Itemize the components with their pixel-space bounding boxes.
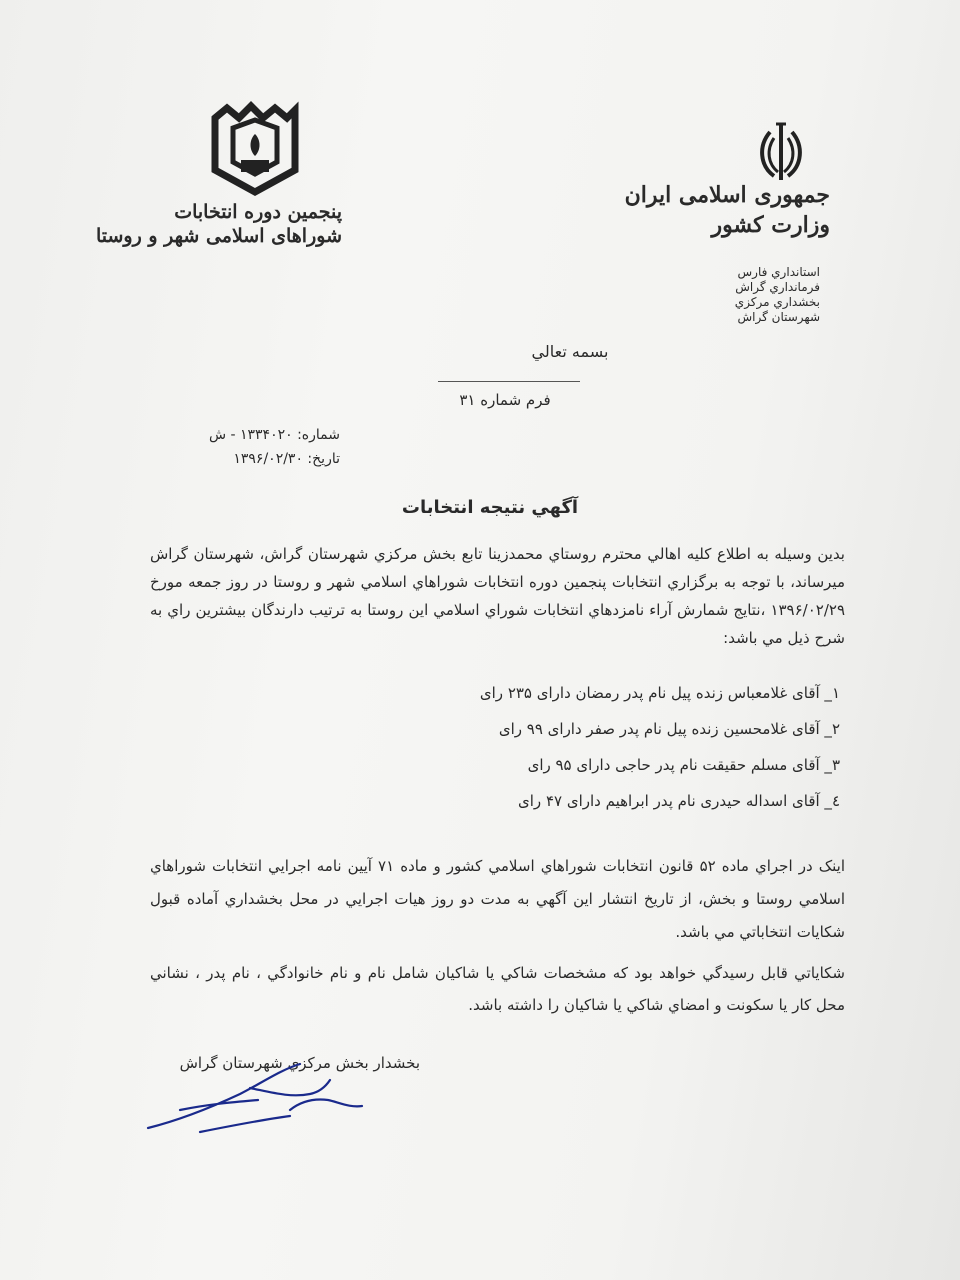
election-logo-line-2: شوراهای اسلامی شهر و روستا bbox=[95, 225, 342, 247]
divider bbox=[438, 381, 580, 382]
letter-date bbox=[209, 447, 340, 471]
candidate-item: ٤_ آقای اسداله حیدری نام پدر ابراهیم دارای ۴۷ رای bbox=[518, 792, 840, 810]
issuing-offices bbox=[735, 265, 820, 325]
notice-title: آگهي نتيجه انتخابات bbox=[401, 497, 579, 518]
intro-paragraph: بدین وسیله به اطلاع کلیه اهالي محترم روستاي محمدزینا تابع بخش مرکزي شهرستان گراش، شهرستان گراش میرساند، با توجه به برگزاري انتخابات پنجمین دوره انتخابات شوراهاي اسلامي شهر و روستا در روز جمعه مورخ ۱۳۹۶/۰۲/۲۹ ،نتايج شمارش آراء نامزدهاي انتخابات شوراي اسلامي اين روستا به ترتيب دارندگان بیشترین راي به شرح ذيل مي باشد: bbox=[150, 545, 845, 647]
signatory-title: بخشدار بخش مرکزي شهرستان گراش bbox=[179, 1054, 420, 1072]
complaints-paragraph: شکایاتي قابل رسیدگي خواهد بود که مشخصات شاکي یا شاکیان شامل نام و نام خانوادگي ، نام پدر ، نشاني محل کار یا سکونت و امضاي شاکي یا شاکیان را داشته باشد. bbox=[150, 964, 845, 1014]
form-number: فرم شماره ۳۱ bbox=[459, 391, 551, 409]
ministry-title-line-2: وزارت کشور bbox=[711, 212, 830, 238]
ministry-title-line-1: جمهوری اسلامی ایران bbox=[624, 182, 830, 208]
letter-meta bbox=[209, 423, 340, 471]
election-logo-icon bbox=[205, 100, 305, 196]
office-line-3: بخشداري مرکزي bbox=[734, 295, 820, 309]
legal-paragraph: اینک در اجراي ماده ۵۲ قانون انتخابات شوراهاي اسلامي کشور و ماده ۷۱ آیین نامه اجرایي انتخابات شوراهاي اسلامي روستا و بخش، از تاریخ انتشار این آگهي به مدت دو روز هیات اجرایي در محل بخشداري آماده قبول شکایات انتخاباتي مي باشد. bbox=[150, 857, 846, 941]
number-label: شماره: bbox=[297, 427, 340, 443]
date-label: تاریخ: bbox=[307, 451, 340, 467]
office-line-1: استانداري فارس bbox=[737, 265, 820, 279]
office-line-4: شهرستان گراش bbox=[737, 310, 820, 324]
election-logo-text bbox=[96, 200, 342, 248]
invocation: بسمه تعالي bbox=[531, 342, 609, 361]
iran-emblem-icon bbox=[752, 120, 810, 184]
candidate-item: ۲_ آقای غلامحسین زنده پیل نام پدر صفر دارای ۹۹ رای bbox=[498, 720, 840, 738]
signature-icon bbox=[140, 1050, 380, 1140]
date-value: ۱۳۹۶/۰۲/۳۰ bbox=[233, 451, 303, 467]
ministry-title bbox=[625, 180, 830, 240]
candidate-item: ۳_ آقای مسلم حقیقت نام پدر حاجی دارای ۹۵ رای bbox=[527, 756, 840, 774]
candidate-item: ۱_ آقای غلامعباس زنده پیل نام پدر رمضان دارای ۲۳۵ رای bbox=[479, 684, 840, 702]
number-value: ۱۳۳۴۰۲۰ - ش bbox=[208, 427, 293, 443]
election-logo-line-1: پنجمین دوره انتخابات bbox=[174, 201, 342, 223]
letter-number bbox=[209, 423, 340, 447]
office-line-2: فرمانداري گراش bbox=[735, 280, 820, 294]
